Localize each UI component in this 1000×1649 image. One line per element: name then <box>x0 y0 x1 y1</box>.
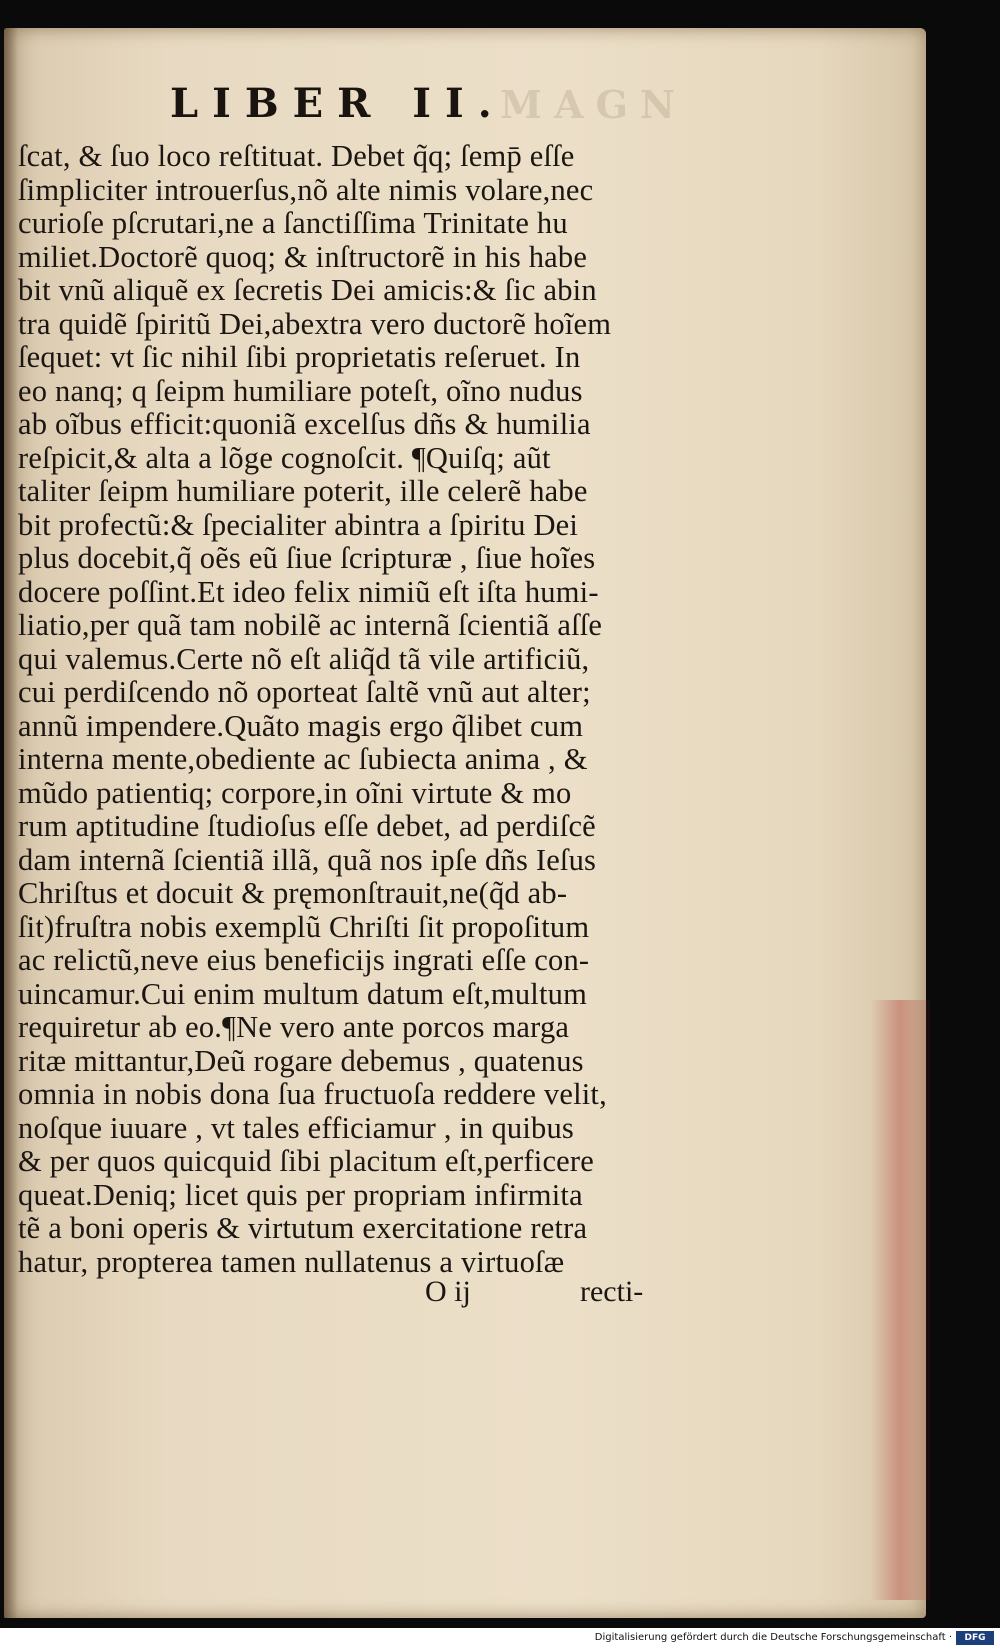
show-through-text: MAGN <box>500 82 687 127</box>
text-line: mũdo patientiq; corpore,in oĩni virtute & mo <box>18 775 572 810</box>
text-line: ritæ mittantur,Deũ rogare debemus , quatenus <box>18 1043 584 1078</box>
digitization-credit: Digitalisierung gefördert durch die Deutsche Forschungsgemeinschaft · <box>594 1632 952 1643</box>
text-line: qui valemus.Certe nõ eſt aliq̃d tã vile artificiũ, <box>18 641 590 676</box>
text-line: docere poſſint.Et ideo felix nimiũ eſt iſta humi- <box>18 574 599 609</box>
text-line: tẽ a boni operis & virtutum exercitatione retra <box>18 1211 588 1245</box>
text-line: ſcat, & ſuo loco reſtituat. Debet q̃q; ſemp̄ eſſe <box>18 139 575 173</box>
text-line: curioſe pſcrutari,ne a ſanctiſſima Trinitate hu <box>18 206 568 240</box>
text-line: uincamur.Cui enim multum datum eſt,multum <box>18 976 588 1011</box>
text-line: Chriſtus et docuit & pręmonſtrauit,ne(q̃d ab- <box>18 876 568 910</box>
catchword: recti- <box>580 1275 644 1308</box>
text-line: ſequet: vt ſic nihil ſibi proprietatis reſeruet. In <box>18 340 581 374</box>
text-line: ſit)fruſtra nobis exemplũ Chriſti ſit propoſitum <box>18 909 590 944</box>
text-line: bit profectũ:& ſpecialiter abintra a ſpiritu Dei <box>18 507 579 542</box>
text-line: rum aptitudine ſtudioſus eſſe debet, ad perdiſcẽ <box>18 809 596 843</box>
text-line: liatio,per quã tam nobilẽ ac internã ſcientiã aſſe <box>18 608 603 642</box>
signature-mark: O ij <box>425 1275 471 1308</box>
page-gutter-shadow <box>4 28 18 1618</box>
text-line: eo nanq; q ſeipm humiliare poteſt, oĩno nudus <box>18 373 583 408</box>
page-foot <box>425 1275 685 1315</box>
running-head: LIBER II. <box>170 80 506 127</box>
text-line: cui perdiſcendo nõ oporteat ſaltẽ vnũ aut alter; <box>18 675 591 709</box>
text-line: requiretur ab eo.¶Ne vero ante porcos marga <box>18 1010 570 1044</box>
text-line: annũ impendere.Quãto magis ergo q̃libet cum <box>18 708 584 743</box>
text-line: tra quidẽ ſpiritũ Dei,abextra vero ductorẽ hoĩem <box>18 306 612 341</box>
text-line: ſimpliciter introuerſus,nõ alte nimis volare,nec <box>18 172 594 207</box>
text-line: queat.Deniq; licet quis per propriam infirmita <box>18 1177 583 1212</box>
text-line: omnia in nobis dona ſua fructuoſa reddere velit, <box>18 1077 607 1111</box>
text-line: miliet.Doctorẽ quoq; & inſtructorẽ in his habe <box>18 239 588 274</box>
text-line: ac relictũ,neve eius beneficijs ingrati eſſe con- <box>18 943 590 977</box>
text-line: ab oĩbus efficit:quoniã excelſus dñs & humilia <box>18 407 591 441</box>
text-line: & per quos quicquid ſibi placitum eſt,perficere <box>18 1144 595 1178</box>
text-line: taliter ſeipm humiliare poterit, ille celerẽ habe <box>18 474 588 508</box>
page-body-text <box>18 140 708 1279</box>
text-line: dam internã ſcientiã illã, quã nos ipſe dñs Ieſus <box>18 842 597 877</box>
page-stain <box>870 1000 930 1600</box>
text-line: reſpicit,& alta a lõge cognoſcit. ¶Quiſq; aũt <box>18 440 551 475</box>
dfg-logo: DFG <box>956 1631 994 1645</box>
text-line: hatur, propterea tamen nullatenus a virtuoſæ <box>18 1244 565 1279</box>
text-line: noſque iuuare , vt tales efficiamur , in quibus <box>18 1110 575 1145</box>
text-line: plus docebit,q̃ oẽs eũ ſiue ſcripturæ , ſiue hoĩes <box>18 541 596 575</box>
text-line: interna mente,obediente ac ſubiecta anima , & <box>18 742 588 776</box>
text-line: bit vnũ aliquẽ ex ſecretis Dei amicis:& ſic abin <box>18 273 597 307</box>
